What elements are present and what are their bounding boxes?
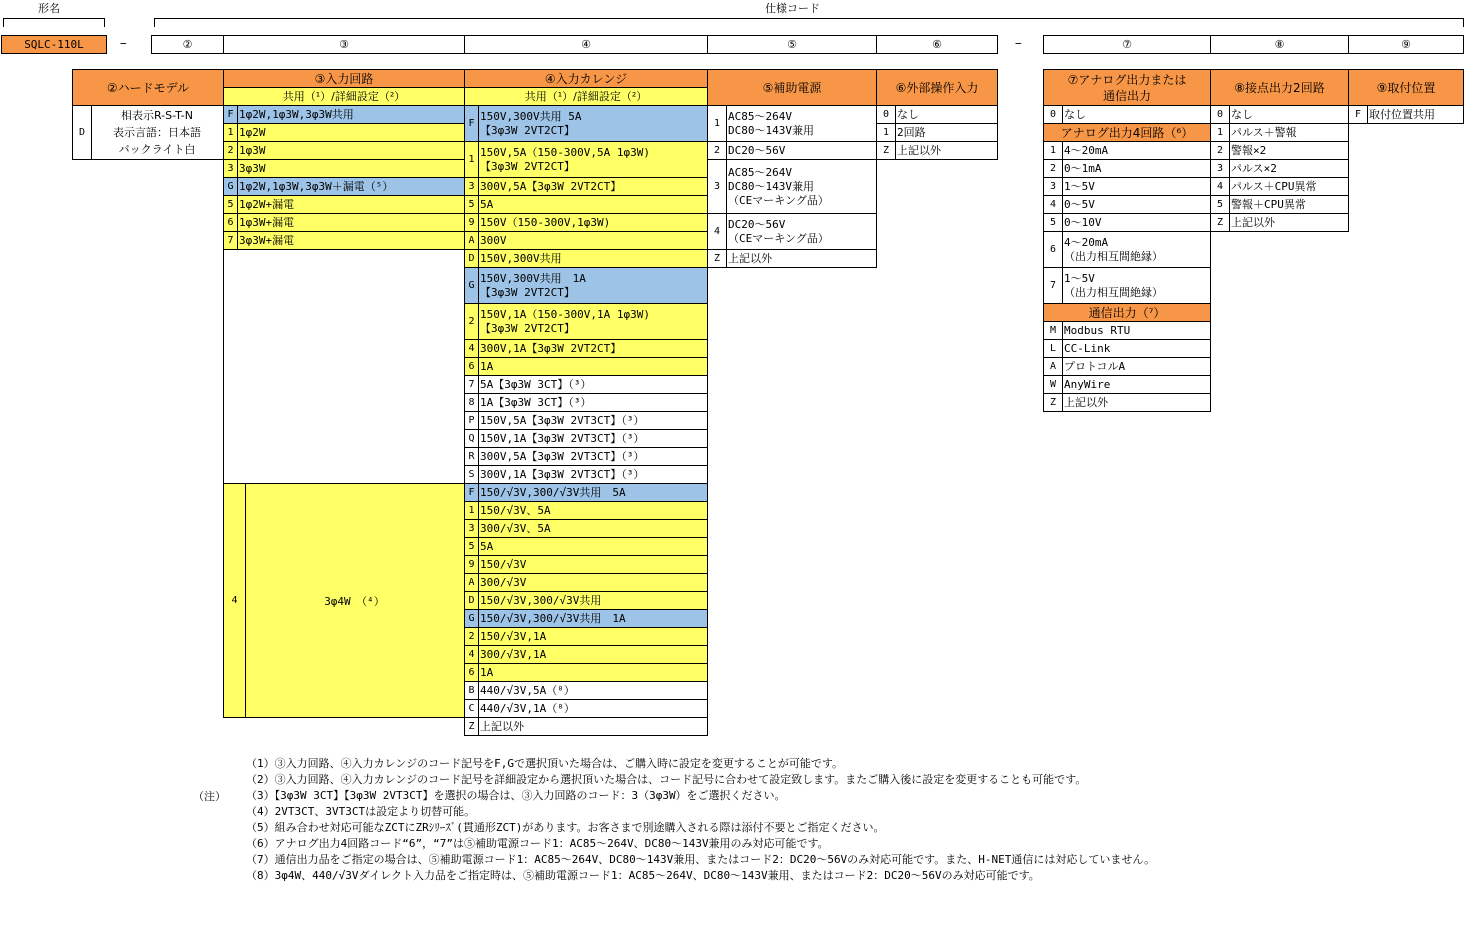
code: 5	[1211, 196, 1230, 213]
code: Z	[708, 250, 727, 267]
analog-output-row	[1043, 159, 1211, 178]
contact-output-row	[1210, 177, 1349, 196]
input-circuit-row-text: 1φ2W,1φ3W,3φ3W共用	[239, 107, 354, 121]
notes-label: （注）	[193, 790, 226, 803]
code: A	[1044, 358, 1063, 375]
header-hard-model: ②ハードモデル	[72, 69, 224, 106]
code: A	[465, 232, 479, 249]
aux-power-row-text: （CEマーキング品）	[728, 231, 829, 245]
input-range-row-text: 【3φ3W 2VT2CT】	[480, 321, 575, 335]
input-range-row-text: 【3φ3W 2VT2CT】	[480, 123, 575, 137]
code: 1	[877, 124, 896, 141]
code: Q	[465, 430, 479, 447]
contact-output-row-text: パルス＋警報	[1231, 125, 1297, 139]
input-range-row	[464, 573, 708, 592]
slot-6: ⑥	[876, 35, 998, 54]
input-range-row	[464, 267, 708, 304]
code: 8	[465, 394, 479, 411]
model-label: 形名	[38, 2, 60, 15]
input-range-row	[464, 501, 708, 520]
note-item: （4）2VT3CT、3VT3CTは設定より切替可能。	[246, 805, 476, 818]
contact-output-row-text: 警報×2	[1231, 143, 1267, 157]
external-input-row-text: なし	[897, 107, 919, 121]
model-bracket	[3, 18, 105, 27]
input-range-row-text: 150/√3V,300/√3V共用 5A	[480, 485, 626, 499]
code: 1	[1211, 124, 1230, 141]
analog-output-row-text: （出力相互間絶縁）	[1064, 249, 1163, 263]
slot-7: ⑦	[1043, 35, 1211, 54]
input-range-row-text: 150/√3V、5A	[480, 503, 551, 517]
code: R	[465, 448, 479, 465]
note-item: （7）通信出力品をご指定の場合は、⑤補助電源コード1：AC85～264V、DC80～143V兼用、またはコード2：DC20～56Vのみ対応可能です。また、H-NET通信には対応していません。	[246, 853, 1156, 866]
input-circuit-row	[223, 123, 465, 142]
comm-output-row	[1043, 375, 1211, 394]
header-aux-power: ⑤補助電源	[707, 69, 877, 106]
input-range-row-text: 300V,5A【3φ3W 2VT2CT】	[480, 179, 622, 193]
code: D	[73, 106, 92, 159]
code: F	[224, 106, 238, 123]
code: 2	[708, 142, 727, 159]
code: D	[465, 250, 479, 267]
external-input-row	[876, 105, 998, 124]
aux-power-row-text: DC20～56V	[728, 217, 786, 231]
input-range-row	[464, 393, 708, 412]
code: G	[224, 178, 238, 195]
input-range-row	[464, 537, 708, 556]
spec-bracket	[154, 18, 1464, 27]
input-range-row-text: 5A	[480, 197, 494, 211]
code: D	[465, 592, 479, 609]
hard-model-line: バックライト白	[118, 143, 196, 156]
comm-output-row	[1043, 357, 1211, 376]
input-circuit-3p4w	[223, 483, 465, 718]
slot-4: ④	[464, 35, 708, 54]
input-range-row-text: 300/√3V,1A	[480, 647, 547, 661]
input-circuit-row-text: 1φ3W+漏電	[239, 215, 295, 229]
comm-output-row	[1043, 321, 1211, 340]
code: 4	[708, 214, 727, 249]
input-range-row-text: 150V,5A（150-300V,5A 1φ3W)	[480, 145, 650, 159]
input-circuit-row	[223, 177, 465, 196]
external-input-row-text: 2回路	[897, 125, 926, 139]
analog-output-row-text: 4～20mA	[1064, 143, 1109, 157]
aux-power-row-text: DC80～143V兼用	[728, 179, 814, 193]
input-range-row-text: 300V	[480, 233, 507, 247]
input-range-row	[464, 231, 708, 250]
input-range-row-text: 300/√3V	[480, 575, 527, 589]
input-range-row	[464, 213, 708, 232]
code: P	[465, 412, 479, 429]
model-code: SQLC-110L	[1, 35, 107, 54]
input-circuit-row-text: 1φ3W	[239, 143, 266, 157]
input-range-row-text: 300V,1A【3φ3W 2VT2CT】	[480, 341, 622, 355]
input-circuit-row-text: 1φ2W+漏電	[239, 197, 295, 211]
input-circuit-row-text: 3φ3W+漏電	[239, 233, 295, 247]
input-range-row-text: 150V（150-300V,1φ3W)	[480, 215, 611, 229]
code: 6	[465, 664, 479, 681]
input-range-row	[464, 429, 708, 448]
comm-output-row	[1043, 393, 1211, 412]
aux-power-row	[707, 159, 877, 214]
code: S	[465, 466, 479, 483]
input-circuit-row	[223, 231, 465, 250]
header-external-input: ⑥外部操作入力	[876, 69, 998, 106]
dash-1: −	[120, 37, 127, 50]
slot-8: ⑧	[1210, 35, 1349, 54]
input-range-row	[464, 303, 708, 340]
slot-9: ⑨	[1348, 35, 1464, 54]
code: 2	[465, 628, 479, 645]
contact-output-row	[1210, 195, 1349, 214]
input-range-row	[464, 609, 708, 628]
analog-output-row-text: 1～5V	[1064, 271, 1095, 285]
code: 3	[465, 520, 479, 537]
code: 0	[1044, 106, 1063, 123]
input-range-row-text: 5A【3φ3W 3CT】（³）	[480, 377, 592, 391]
code: 5	[224, 196, 238, 213]
input-range-row-text: 300/√3V、5A	[480, 521, 551, 535]
code: 1	[1044, 142, 1063, 159]
aux-power-row-text: AC85～264V	[728, 109, 792, 123]
code: 7	[465, 376, 479, 393]
input-range-row-text: 150V,300V共用 5A	[480, 109, 582, 123]
mount-position-row-text: 取付位置共用	[1369, 107, 1435, 121]
code: F	[1349, 106, 1368, 123]
contact-output-row	[1210, 141, 1349, 160]
code: 2	[1044, 160, 1063, 177]
comm-output-row-text: プロトコルA	[1064, 359, 1126, 373]
input-circuit-empty	[223, 249, 465, 484]
contact-output-row-text: パルス×2	[1231, 161, 1277, 175]
code: B	[465, 682, 479, 699]
input-range-row	[464, 339, 708, 358]
input-range-row	[464, 699, 708, 718]
code: 4	[465, 340, 479, 357]
input-circuit-row-text: 1φ2W	[239, 125, 266, 139]
input-range-row	[464, 555, 708, 574]
code: 5	[1044, 214, 1063, 231]
code: 7	[224, 232, 238, 249]
aux-power-row-text: 上記以外	[728, 251, 772, 265]
spec-label: 仕様コード	[765, 2, 820, 15]
aux-power-row-text: AC85～264V	[728, 165, 792, 179]
code: 7	[1044, 268, 1063, 303]
code: C	[465, 700, 479, 717]
header-input-circuit: ③入力回路	[223, 69, 465, 88]
input-range-row	[464, 483, 708, 502]
analog-comm-row-text: なし	[1064, 107, 1086, 121]
external-input-row	[876, 123, 998, 142]
code: F	[465, 484, 479, 501]
input-range-row-text: 150V,5A【3φ3W 2VT3CT】（³）	[480, 413, 645, 427]
note-item: （3）【3φ3W 3CT】【3φ3W 2VT3CT】を選択の場合は、③入力回路のコード：3（3φ3W）をご選択ください。	[246, 789, 786, 802]
analog-output-row-text: 0～5V	[1064, 197, 1095, 211]
analog-output-row	[1043, 195, 1211, 214]
code: L	[1044, 340, 1063, 357]
comm-output-header: 通信出力（⁷）	[1043, 303, 1211, 322]
code: 2	[465, 304, 479, 339]
input-range-row-text: 150V,300V共用 1A	[480, 271, 586, 285]
input-range-row	[464, 519, 708, 538]
hard-model-line: 表示言語：日本語	[113, 126, 201, 139]
analog-output-row-text: 1～5V	[1064, 179, 1095, 193]
input-range-row	[464, 681, 708, 700]
code: 3	[1044, 178, 1063, 195]
input-range-row-text: 【3φ3W 2VT2CT】	[480, 159, 575, 173]
note-item: （5）組み合わせ対応可能なZCTにZRｼﾘｰｽﾞ(貫通形ZCT)があります。お客さまで別途購入される際は添付不要とご指定ください。	[246, 821, 885, 834]
contact-output-row-text: 上記以外	[1231, 215, 1275, 229]
aux-power-row	[707, 105, 877, 142]
input-range-row	[464, 591, 708, 610]
aux-power-row	[707, 213, 877, 250]
code: 4	[1044, 196, 1063, 213]
input-circuit-row	[223, 195, 465, 214]
code: 0	[1211, 106, 1230, 123]
analog-output-row	[1043, 177, 1211, 196]
analog-output-row-text: 4～20mA	[1064, 235, 1109, 249]
code: 5	[465, 196, 479, 213]
contact-output-row	[1210, 123, 1349, 142]
contact-output-row	[1210, 159, 1349, 178]
slot-3: ③	[223, 35, 465, 54]
code: 4	[224, 484, 246, 717]
input-range-row	[464, 627, 708, 646]
input-circuit-row	[223, 159, 465, 178]
input-range-row-text: 150/√3V,300/√3V共用 1A	[480, 611, 626, 625]
code: 1	[465, 142, 479, 177]
code: 9	[465, 556, 479, 573]
code: G	[465, 268, 479, 303]
input-range-row-text: 300V,1A【3φ3W 2VT3CT】（³）	[480, 467, 645, 481]
input-range-row-text: 150/√3V,300/√3V共用	[480, 593, 602, 607]
note-item: （8）3φ4W、440/√3Vダイレクト入力品をご指定時は、⑤補助電源コード1：AC85～264V、DC80～143V兼用、またはコード2：DC20～56Vのみ対応可能です。	[246, 869, 1040, 882]
comm-output-row-text: CC-Link	[1064, 341, 1111, 355]
input-range-row	[464, 375, 708, 394]
input-range-row	[464, 249, 708, 268]
aux-power-row	[707, 249, 877, 268]
input-range-row-text: 5A	[480, 539, 494, 553]
input-range-row-text: 300V,5A【3φ3W 2VT3CT】（³）	[480, 449, 645, 463]
code: A	[465, 574, 479, 591]
note-item: （1）③入力回路、④入力カレンジのコード記号をF,Gで選択頂いた場合は、ご購入時に設定を変更することが可能です。	[246, 757, 844, 770]
analog-comm-row	[1043, 105, 1211, 124]
input-range-row-text: 【3φ3W 2VT2CT】	[480, 285, 575, 299]
dash-2: −	[1015, 37, 1022, 50]
contact-output-row-text: なし	[1231, 107, 1253, 121]
code: 0	[877, 106, 896, 123]
slot-2: ②	[151, 35, 224, 54]
input-range-row-text: 上記以外	[480, 719, 524, 733]
code: 1	[465, 502, 479, 519]
header-mount-position: ⑨取付位置	[1348, 69, 1464, 106]
input-range-row	[464, 663, 708, 682]
comm-output-row-text: Modbus RTU	[1064, 323, 1131, 337]
header-contact-output: ⑧接点出力2回路	[1210, 69, 1349, 106]
code: 5	[465, 538, 479, 555]
input-circuit-row-text: 3φ3W	[239, 161, 266, 175]
analog-output-row	[1043, 231, 1211, 268]
code: 6	[224, 214, 238, 231]
slot-5: ⑤	[707, 35, 877, 54]
code: 3	[224, 160, 238, 177]
input-range-row-text: 150V,1A【3φ3W 2VT3CT】（³）	[480, 431, 645, 445]
note-item: （2）③入力回路、④入力カレンジのコード記号を詳細設定から選択頂いた場合は、コード記号に合わせて設定致します。またご購入後に設定を変更することも可能です。	[246, 773, 1087, 786]
analog-output-header: アナログ出力4回路（⁶）	[1043, 123, 1211, 142]
header-analog-comm: ⑦アナログ出力または 通信出力	[1043, 69, 1211, 106]
input-range-row-text: 1A	[480, 665, 494, 679]
comm-output-row-text: AnyWire	[1064, 377, 1111, 391]
contact-output-row-text: 警報＋CPU異常	[1231, 197, 1306, 211]
code: 2	[1211, 142, 1230, 159]
analog-output-row-text: 0～1mA	[1064, 161, 1102, 175]
code: 4	[1211, 178, 1230, 195]
input-range-row	[464, 177, 708, 196]
aux-power-row	[707, 141, 877, 160]
input-range-row-text: 1A【3φ3W 3CT】（³）	[480, 395, 592, 409]
code: 1	[224, 124, 238, 141]
input-range-row	[464, 357, 708, 376]
input-range-row-text: 1A	[480, 359, 494, 373]
input-range-row	[464, 105, 708, 142]
external-input-row	[876, 141, 998, 160]
code: Z	[877, 142, 896, 159]
code: 3	[465, 178, 479, 195]
code: 6	[465, 358, 479, 375]
aux-power-row-text: DC20～56V	[728, 143, 786, 157]
header-input-range-sub: 共用（¹）/詳細設定（²）	[464, 87, 708, 106]
input-circuit-row	[223, 213, 465, 232]
code: Z	[1044, 394, 1063, 411]
code: M	[1044, 322, 1063, 339]
input-range-row-text: 440/√3V,5A（⁸）	[480, 683, 575, 697]
code: G	[465, 610, 479, 627]
mount-position-row	[1348, 105, 1464, 124]
contact-output-row-text: パルス＋CPU異常	[1231, 179, 1317, 193]
input-range-row-text: 440/√3V,1A（⁸）	[480, 701, 575, 715]
code: 4	[465, 646, 479, 663]
code: 2	[224, 142, 238, 159]
input-range-row-text: 150/√3V	[480, 557, 527, 571]
comm-output-row-text: 上記以外	[1064, 395, 1108, 409]
code: 6	[1044, 232, 1063, 267]
comm-output-row	[1043, 339, 1211, 358]
code: 1	[708, 106, 727, 141]
header-input-circuit-sub: 共用（¹）/詳細設定（²）	[223, 87, 465, 106]
contact-output-row	[1210, 213, 1349, 232]
input-range-row	[464, 411, 708, 430]
contact-output-row	[1210, 105, 1349, 124]
aux-power-row-text: DC80～143V兼用	[728, 123, 814, 137]
hard-model-row	[72, 105, 224, 160]
code: F	[465, 106, 479, 141]
input-range-row	[464, 717, 708, 736]
input-circuit-row	[223, 105, 465, 124]
code: 9	[465, 214, 479, 231]
analog-output-row-text: （出力相互間絶縁）	[1064, 285, 1163, 299]
input-range-row-text: 150V,1A（150-300V,1A 1φ3W)	[480, 307, 650, 321]
analog-output-row	[1043, 267, 1211, 304]
code: Z	[1211, 214, 1230, 231]
code: 3	[708, 160, 727, 213]
input-range-row	[464, 195, 708, 214]
input-range-row	[464, 447, 708, 466]
input-range-row-text: 150V,300V共用	[480, 251, 562, 265]
input-circuit-3p4w-label: 3φ4W （⁴）	[324, 594, 385, 608]
header-input-range: ④入力カレンジ	[464, 69, 708, 88]
analog-output-row	[1043, 213, 1211, 232]
code: 3	[1211, 160, 1230, 177]
aux-power-row-text: （CEマーキング品）	[728, 193, 829, 207]
input-circuit-row-text: 1φ2W,1φ3W,3φ3W＋漏電（⁵）	[239, 179, 394, 193]
code: W	[1044, 376, 1063, 393]
input-range-row-text: 150/√3V,1A	[480, 629, 547, 643]
input-range-row	[464, 465, 708, 484]
hard-model-line: 相表示R-S-T-N	[120, 109, 193, 122]
note-item: （6）アナログ出力4回路コード“6”，“7”は⑤補助電源コード1：AC85～264V、DC80～143V兼用のみ対応可能です。	[246, 837, 829, 850]
code: Z	[465, 718, 479, 735]
input-range-row	[464, 645, 708, 664]
input-circuit-row	[223, 141, 465, 160]
external-input-row-text: 上記以外	[897, 143, 941, 157]
analog-output-row	[1043, 141, 1211, 160]
analog-output-row-text: 0～10V	[1064, 215, 1102, 229]
input-range-row	[464, 141, 708, 178]
